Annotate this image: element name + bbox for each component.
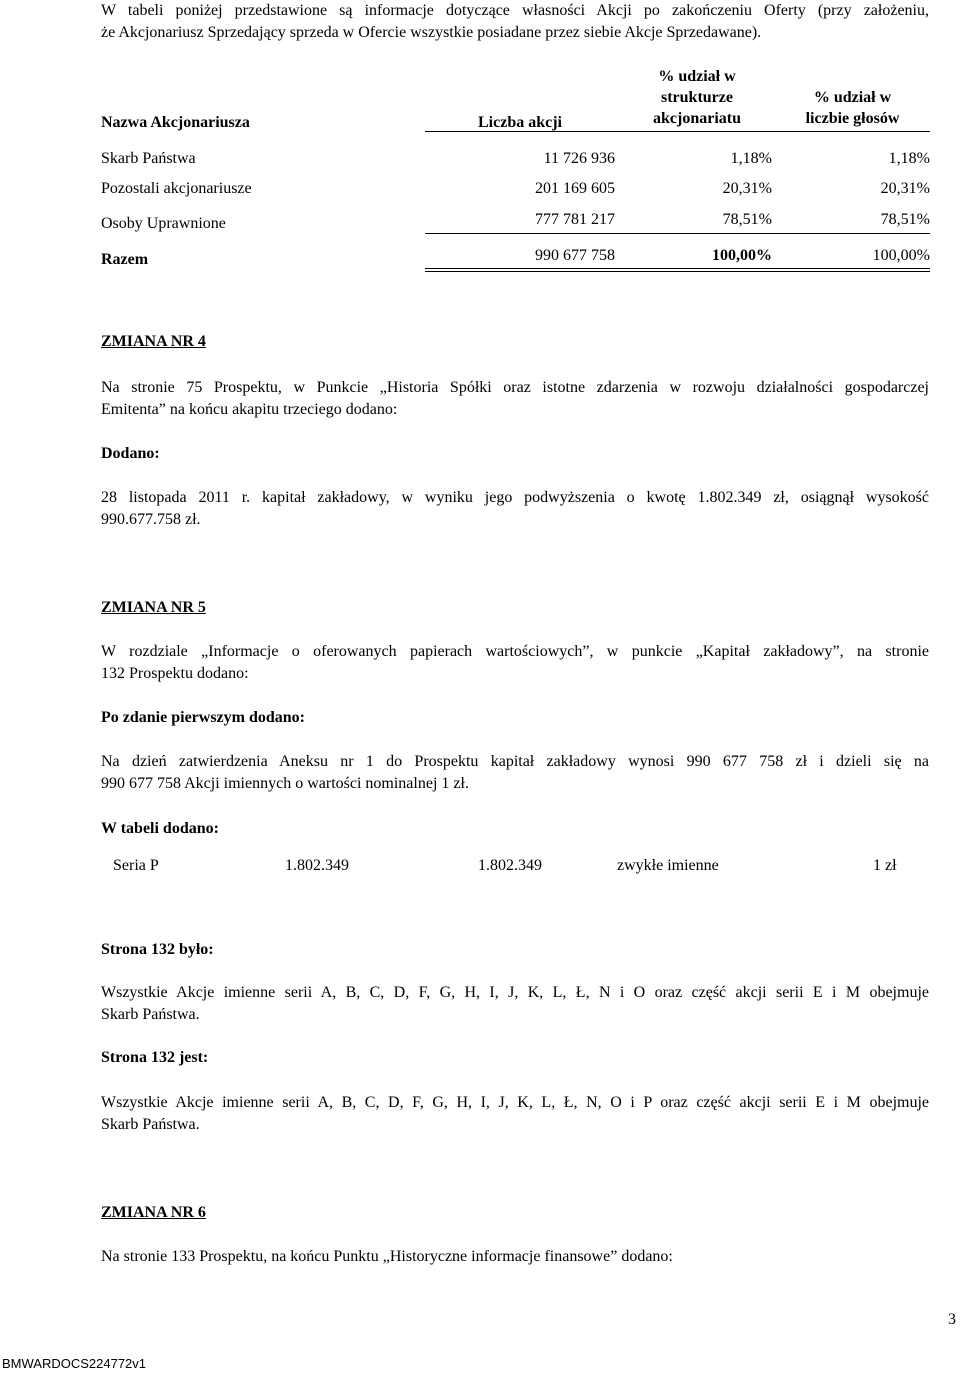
header-rule [425, 131, 930, 132]
row-3-struct: 78,51% [722, 211, 772, 228]
row-1-name: Skarb Państwa [101, 150, 196, 167]
row-1-struct: 1,18% [730, 150, 772, 167]
is-heading: Strona 132 jest: [101, 1049, 209, 1066]
total-name: Razem [101, 251, 149, 268]
row-1-shares: 11 726 936 [543, 150, 615, 167]
was-line-1: Wszystkie Akcje imienne serii A, B, C, D, F, G, H, I, J, K, L, Ł, N i O oraz część akcji serii E i M obejmuje [101, 984, 929, 1001]
was-line-2: Skarb Państwa. [101, 1006, 200, 1023]
z5-p2-line-1: Na dzień zatwierdzenia Aneksu nr 1 do Prospektu kapitał zakładowy wynosi 990 677 758 zł i dzieli się na [101, 753, 929, 770]
z4-dodano: Dodano: [101, 445, 160, 462]
row-2-shares: 201 169 605 [535, 180, 615, 197]
row-2-struct: 20,31% [722, 180, 772, 197]
page-number: 3 [948, 1311, 956, 1328]
total-votes: 100,00% [872, 247, 930, 264]
z4-heading: ZMIANA NR 4 [101, 333, 206, 350]
z5-sub-1: Po zdanie pierwszym dodano: [101, 709, 305, 726]
header-struct [622, 66, 772, 129]
total-double-rule [425, 268, 930, 272]
header-shares: Liczba akcji [478, 114, 562, 131]
z4-p1-line-2: Emitenta” na końcu akapitu trzeciego dodano: [101, 401, 398, 418]
header-struct-line-3: akcjonariatu [653, 110, 741, 127]
row-2-votes: 20,31% [880, 180, 930, 197]
header-votes-line-2: liczbie głosów [805, 110, 900, 127]
z4-p2-line-2: 990.677.758 zł. [101, 511, 201, 528]
row-1-votes: 1,18% [888, 150, 930, 167]
row-3-votes: 78,51% [880, 211, 930, 228]
z4-p1-line-1: Na stronie 75 Prospektu, w Punkcie „Historia Spółki oraz istotne zdarzenia w rozwoju działalności gospodarczej [101, 379, 929, 396]
series-type: zwykłe imienne [617, 857, 719, 874]
series-count-1: 1.802.349 [285, 857, 349, 874]
series-name: Seria P [113, 857, 159, 874]
header-struct-line-2: strukturze [661, 89, 733, 106]
was-heading: Strona 132 było: [101, 941, 214, 958]
z5-p1-line-1: W rozdziale „Informacje o oferowanych papierach wartościowych”, w punkcie „Kapitał zakładowy”, na stronie [101, 643, 929, 660]
subtotal-rule [425, 233, 930, 234]
row-3-shares: 777 781 217 [535, 211, 615, 228]
z4-p2-line-1: 28 listopada 2011 r. kapitał zakładowy, w wyniku jego podwyższenia o kwotę 1.802.349 zł, osiągnął wysokość [101, 489, 929, 506]
series-nominal: 1 zł [873, 857, 897, 874]
row-3-name: Osoby Uprawnione [101, 215, 226, 232]
z5-p2-line-2: 990 677 758 Akcji imiennych o wartości nominalnej 1 zł. [101, 775, 469, 792]
z5-sub-2: W tabeli dodano: [101, 820, 219, 837]
z6-p1: Na stronie 133 Prospektu, na końcu Punktu „Historyczne informacje finansowe” dodano: [101, 1248, 673, 1265]
header-name: Nazwa Akcjonariusza [101, 114, 250, 131]
series-count-2: 1.802.349 [478, 857, 542, 874]
z6-heading: ZMIANA NR 6 [101, 1204, 206, 1221]
total-struct: 100,00% [712, 247, 772, 264]
header-votes-line-1: % udział w [813, 89, 892, 106]
total-shares: 990 677 758 [535, 247, 615, 264]
doc-id: BMWARDOCS224772v1 [2, 1356, 147, 1371]
z5-heading: ZMIANA NR 5 [101, 599, 206, 616]
row-2-name: Pozostali akcjonariusze [101, 180, 252, 197]
intro-line-1: W tabeli poniżej przedstawione są informacje dotyczące własności Akcji po zakończeniu Oferty (przy założeniu, [101, 2, 929, 19]
is-line-2: Skarb Państwa. [101, 1116, 200, 1133]
header-votes [775, 87, 930, 129]
is-line-1: Wszystkie Akcje imienne serii A, B, C, D, F, G, H, I, J, K, L, Ł, N, O i P oraz część akcji serii E i M obejmuje [101, 1094, 929, 1111]
intro-line-2: że Akcjonariusz Sprzedający sprzeda w Ofercie wszystkie posiadane przez siebie Akcje Sprzedawane). [101, 24, 762, 41]
header-struct-line-1: % udział w [658, 68, 736, 85]
z5-p1-line-2: 132 Prospektu dodano: [101, 665, 249, 682]
